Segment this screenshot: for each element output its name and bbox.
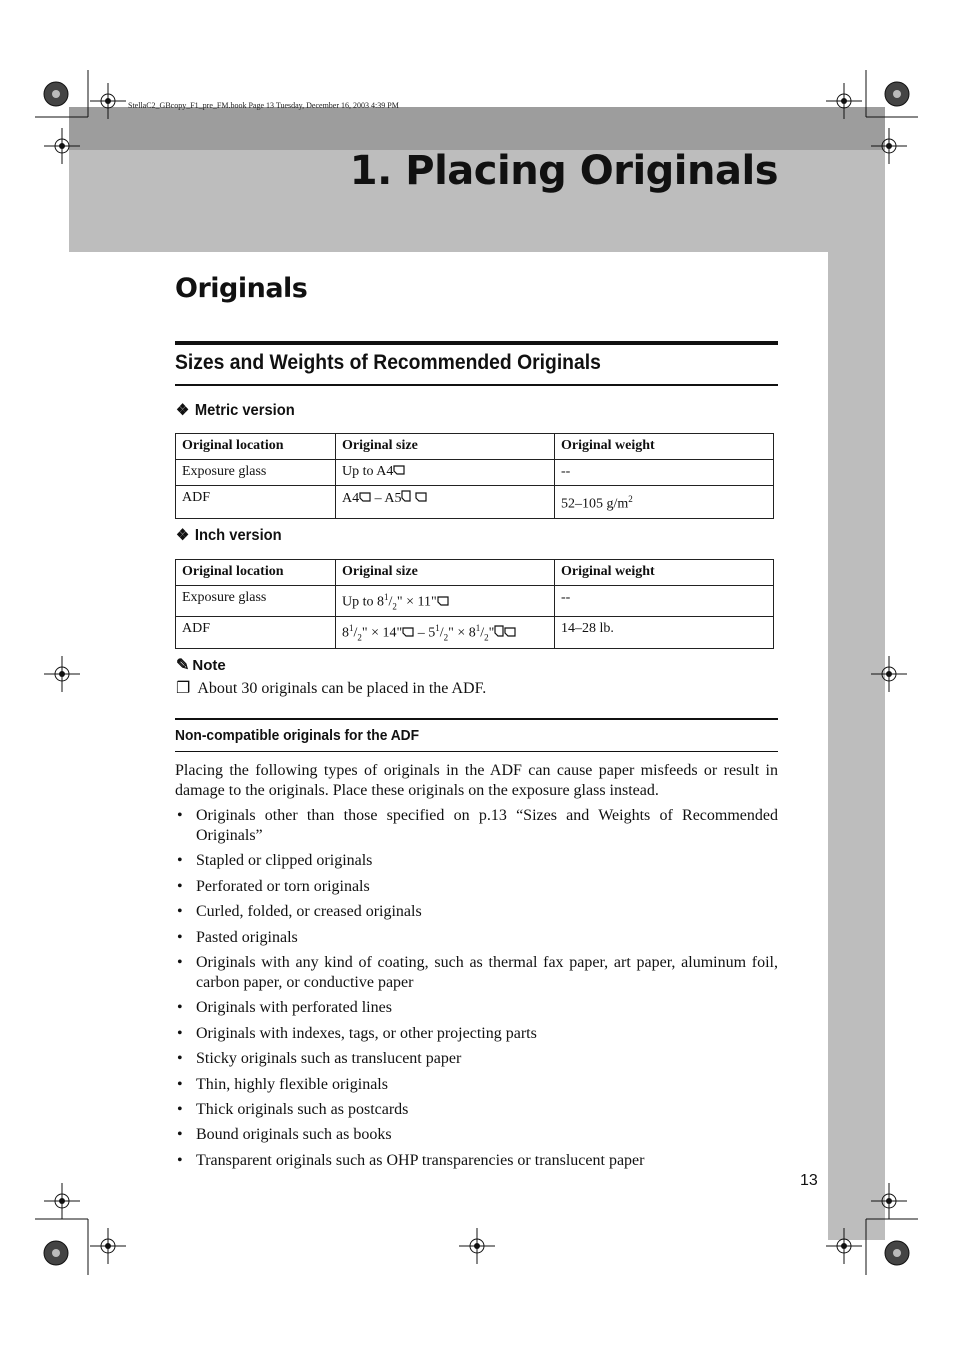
noncompat-intro: Placing the following types of originals in the ADF can cause paper misfeeds or result in damage to the originals. Place these originals on the exposure glass instead. (175, 762, 778, 799)
list-item: • Thick originals such as postcards (175, 1100, 778, 1120)
size-cell: Up to A4 (336, 460, 555, 486)
size-cell: $8^1/_2$" × 14" – $5^1/_2$" × $8^1/_2$" (336, 617, 555, 648)
column-header: Original size (336, 560, 555, 586)
inch-table (175, 559, 774, 649)
list-item: • Originals other than those specified on p.13 “Sizes and Weights of Recommended Originals” (175, 806, 778, 846)
list-item: • Bound originals such as books (175, 1125, 778, 1145)
divider (175, 384, 778, 386)
weight-cell: -- (555, 460, 774, 486)
inch-heading: ❖ Inch version (176, 527, 282, 544)
print-slug: StellaC2_GBcopy_F1_pre_FM.book Page 13 Tuesday, December 16, 2003 4:39 PM (128, 101, 399, 110)
column-header: Original location (176, 434, 336, 460)
metric-table (175, 433, 774, 519)
table-row (176, 617, 774, 648)
portrait-orientation-icon (494, 625, 504, 637)
column-header: Original weight (555, 434, 774, 460)
checkbox-icon: ❐ (176, 680, 191, 697)
subsection-title: Sizes and Weights of Recommended Originals (175, 351, 601, 374)
location-cell: ADF (176, 617, 336, 648)
diamond-bullet-icon: ❖ (176, 402, 190, 419)
list-item: • Originals with indexes, tags, or other projecting parts (175, 1024, 778, 1044)
list-item: • Curled, folded, or creased originals (175, 902, 778, 922)
chapter-title: 1. Placing Originals (349, 148, 778, 194)
size-cell: Up to $8^1/_2$" × 11" (336, 586, 555, 617)
divider (175, 718, 778, 720)
landscape-orientation-icon (359, 492, 371, 502)
location-cell: Exposure glass (176, 460, 336, 486)
noncompat-list (175, 806, 778, 1176)
list-item: • Sticky originals such as translucent paper (175, 1049, 778, 1069)
divider (175, 341, 778, 345)
pencil-icon: ✎ (176, 657, 190, 674)
landscape-orientation-icon (415, 492, 427, 502)
location-cell: ADF (176, 486, 336, 519)
list-item: • Transparent originals such as OHP transparencies or translucent paper (175, 1151, 778, 1171)
weight-cell: -- (555, 586, 774, 617)
list-item: • Originals with any kind of coating, such as thermal fax paper, art paper, aluminum foil, carbon paper, or conductive paper (175, 953, 778, 993)
note-item: ❐ About 30 originals can be placed in the ADF. (176, 680, 487, 697)
list-item: • Originals with perforated lines (175, 998, 778, 1018)
landscape-orientation-icon (402, 627, 414, 637)
divider (175, 751, 778, 752)
column-header: Original weight (555, 560, 774, 586)
section-title: Originals (175, 273, 308, 304)
table-row (176, 586, 774, 617)
metric-heading: ❖ Metric version (176, 402, 295, 419)
diamond-bullet-icon: ❖ (176, 527, 190, 544)
column-header: Original size (336, 434, 555, 460)
size-cell: A4 – A5 (336, 486, 555, 519)
table-row (176, 460, 774, 486)
list-item: • Perforated or torn originals (175, 877, 778, 897)
page-number: 13 (800, 1172, 818, 1189)
table-header-row (176, 560, 774, 586)
list-item: • Stapled or clipped originals (175, 851, 778, 871)
list-item: • Thin, highly flexible originals (175, 1075, 778, 1095)
column-header: Original location (176, 560, 336, 586)
table-header-row (176, 434, 774, 460)
weight-cell: 14–28 lb. (555, 617, 774, 648)
landscape-orientation-icon (504, 627, 516, 637)
table-row (176, 486, 774, 519)
location-cell: Exposure glass (176, 586, 336, 617)
noncompat-heading: Non-compatible originals for the ADF (175, 727, 420, 744)
portrait-orientation-icon (401, 490, 411, 502)
note-heading: ✎ Note (176, 657, 226, 674)
landscape-orientation-icon (393, 465, 405, 475)
landscape-orientation-icon (437, 596, 449, 606)
list-item: • Pasted originals (175, 928, 778, 948)
weight-cell: 52–105 $g/m^2$ (555, 486, 774, 519)
